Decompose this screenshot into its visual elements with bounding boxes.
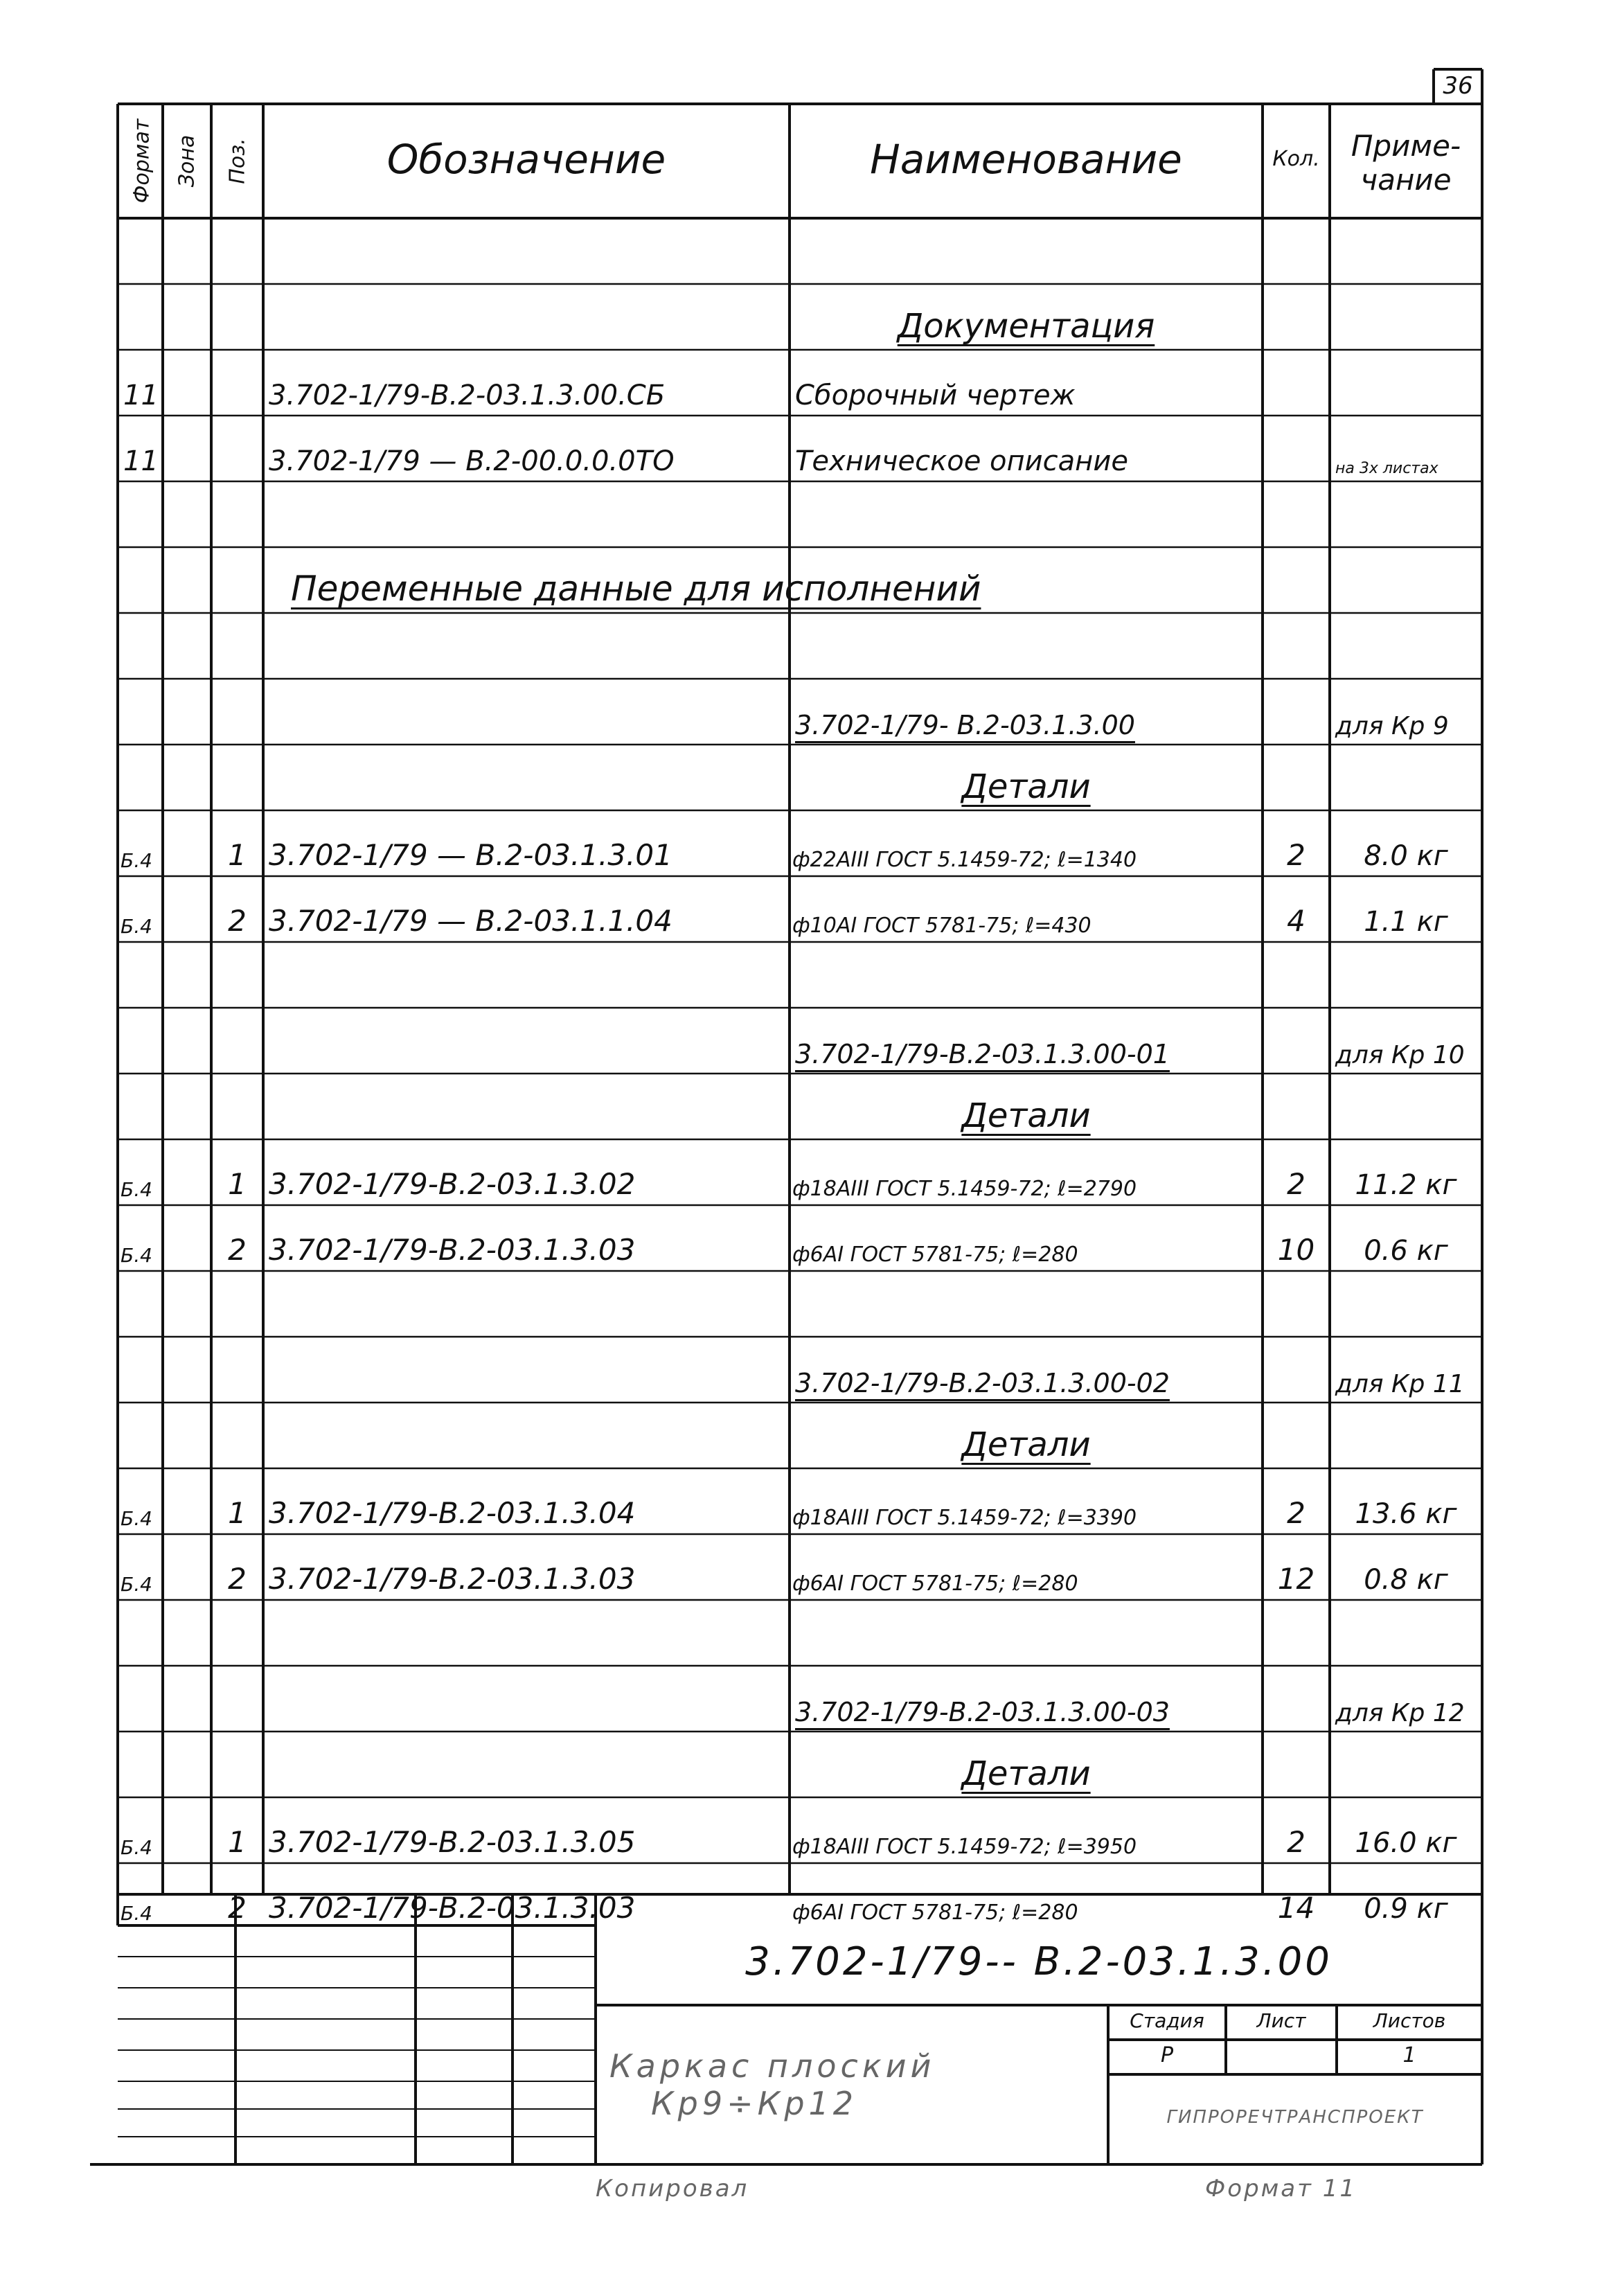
row-designation: 3.702-1/79-В.2-03.1.3.03	[269, 1562, 636, 1596]
row-designation: 3.702-1/79-В.2-03.1.3.05	[269, 1825, 636, 1859]
header-note-line1: Приме-	[1351, 129, 1461, 163]
row-note: на 3х листах	[1335, 460, 1438, 477]
row-pos: 2	[228, 1891, 247, 1925]
row-note: 1.1 кг	[1364, 906, 1448, 938]
header-pos: Поз.	[225, 138, 250, 184]
row-qty: 14	[1277, 1891, 1315, 1925]
stage-label: Стадия	[1130, 2009, 1204, 2032]
section-title-details: Детали	[961, 767, 1091, 806]
footer-copied: Копировал	[596, 2175, 749, 2202]
footer-format: Формат 11	[1205, 2175, 1357, 2202]
row-qty: 10	[1277, 1233, 1315, 1267]
row-pos: 1	[228, 1167, 247, 1201]
row-name: ф18АIII ГОСТ 5.1459-72; ℓ=3390	[792, 1506, 1137, 1530]
sheet-label: Лист	[1256, 2009, 1306, 2032]
row-note	[1335, 350, 1477, 416]
row-note: 11.2 кг	[1355, 1169, 1457, 1201]
row-format: Б.4	[121, 1178, 152, 1201]
row-name: ф18АIII ГОСТ 5.1459-72; ℓ=3950	[792, 1835, 1137, 1859]
stage-value: Р	[1160, 2043, 1174, 2067]
row-pos: 1	[228, 1496, 247, 1530]
row-qty: 12	[1277, 1562, 1315, 1596]
header-format: Формат	[130, 118, 154, 204]
row-format: Б.4	[121, 1507, 152, 1530]
sheets-label: Листов	[1373, 2009, 1446, 2032]
variant-designation: 3.702-1/79-В.2-03.1.3.00-03	[795, 1697, 1170, 1727]
row-pos: 1	[228, 838, 247, 872]
title-line2: Кр9÷Кр12	[651, 2085, 858, 2122]
row-name: ф6АI ГОСТ 5781-75; ℓ=280	[792, 1243, 1078, 1267]
sheets-value: 1	[1402, 2043, 1416, 2067]
variant-note: для Кр 11	[1335, 1370, 1465, 1398]
row-note: 8.0 кг	[1364, 840, 1448, 872]
row-format: Б.4	[121, 1902, 152, 1925]
section-title-documentation: Документация	[897, 307, 1155, 346]
row-qty: 2	[1287, 1825, 1306, 1859]
variant-note: для Кр 9	[1335, 712, 1449, 740]
row-note: 0.9 кг	[1364, 1893, 1448, 1925]
row-name: ф10АI ГОСТ 5781-75; ℓ=430	[792, 914, 1091, 938]
row-name: Сборочный чертеж	[795, 380, 1076, 411]
row-note: 0.6 кг	[1364, 1235, 1448, 1267]
header-qty: Кол.	[1272, 147, 1320, 171]
row-note: 16.0 кг	[1355, 1827, 1457, 1859]
row-format: Б.4	[121, 915, 152, 938]
variant-designation: 3.702-1/79- В.2-03.1.3.00	[795, 710, 1135, 740]
header-name: Наименование	[870, 135, 1182, 183]
header-designation: Обозначение	[386, 135, 666, 183]
header-note	[1330, 111, 1482, 215]
row-qty: 2	[1287, 838, 1306, 872]
section-title-details: Детали	[961, 1425, 1091, 1464]
row-note: 0.8 кг	[1364, 1564, 1448, 1596]
variant-designation: 3.702-1/79-В.2-03.1.3.00-01	[795, 1039, 1170, 1069]
row-designation: 3.702-1/79-В.2-03.1.3.02	[269, 1167, 636, 1201]
title-line1: Каркас плоский	[609, 2047, 936, 2085]
section-title-details: Детали	[961, 1096, 1091, 1135]
row-name: ф18АIII ГОСТ 5.1459-72; ℓ=2790	[792, 1177, 1137, 1201]
document-code: 3.702-1/79-- В.2-03.1.3.00	[745, 1939, 1333, 1984]
row-format: Б.4	[121, 1244, 152, 1267]
sheet-number: 36	[1443, 72, 1473, 100]
row-qty: 4	[1287, 904, 1306, 938]
row-designation: 3.702-1/79-В.2-03.1.3.00.СБ	[269, 380, 666, 411]
section-title-details: Детали	[961, 1754, 1091, 1793]
row-format: Б.4	[121, 849, 152, 872]
variant-note: для Кр 10	[1335, 1041, 1465, 1069]
row-designation: 3.702-1/79 — В.2-03.1.3.01	[269, 838, 672, 872]
row-format: 11	[123, 445, 159, 477]
header-note-line2: чание	[1360, 163, 1452, 197]
row-designation: 3.702-1/79-В.2-03.1.3.03	[269, 1233, 636, 1267]
row-designation: 3.702-1/79 — В.2-00.0.0.0ТО	[269, 445, 675, 477]
row-pos: 1	[228, 1825, 247, 1859]
row-pos: 2	[228, 1233, 247, 1267]
document-title	[609, 2015, 1094, 2154]
row-name: ф22АIII ГОСТ 5.1459-72; ℓ=1340	[792, 848, 1137, 872]
row-designation: 3.702-1/79-В.2-03.1.3.03	[269, 1891, 636, 1925]
row-qty: 2	[1287, 1167, 1306, 1201]
row-pos: 2	[228, 1562, 247, 1596]
row-format: Б.4	[121, 1573, 152, 1596]
row-name: ф6АI ГОСТ 5781-75; ℓ=280	[792, 1572, 1078, 1596]
variant-designation: 3.702-1/79-В.2-03.1.3.00-02	[795, 1368, 1170, 1398]
organization: ГИПРОРЕЧТРАНСПРОЕКТ	[1166, 2107, 1424, 2128]
row-name: Техническое описание	[795, 445, 1128, 477]
header-zone: Зона	[175, 134, 199, 188]
row-name: ф6АI ГОСТ 5781-75; ℓ=280	[792, 1901, 1078, 1925]
row-note: 13.6 кг	[1355, 1498, 1457, 1530]
row-format: Б.4	[121, 1836, 152, 1859]
variable-data-title: Переменные данные для исполнений	[291, 569, 981, 609]
row-designation: 3.702-1/79-В.2-03.1.3.04	[269, 1496, 636, 1530]
variant-note: для Кр 12	[1335, 1699, 1465, 1727]
row-designation: 3.702-1/79 — В.2-03.1.1.04	[269, 904, 672, 938]
row-format: 11	[123, 380, 159, 411]
row-qty: 2	[1287, 1496, 1306, 1530]
row-pos: 2	[228, 904, 247, 938]
